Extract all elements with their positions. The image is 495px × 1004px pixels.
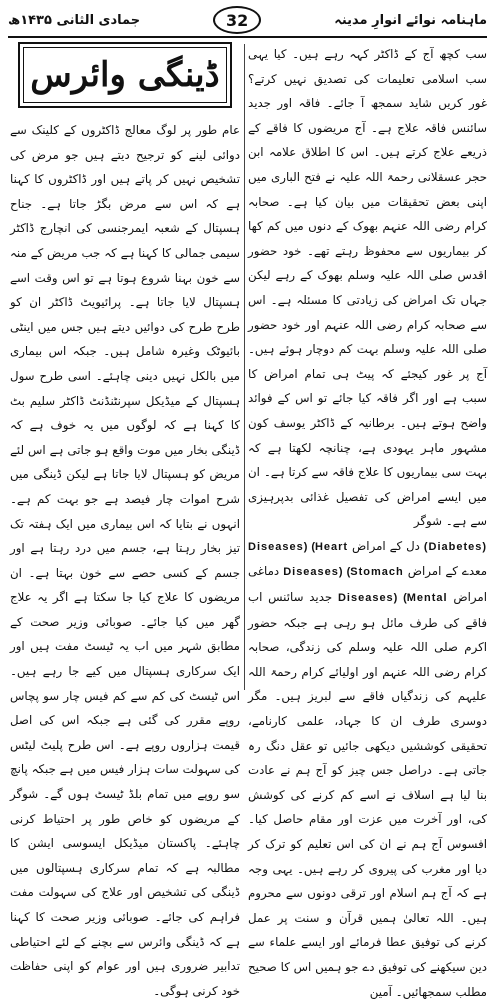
right-paragraph-2: [248, 534, 487, 1004]
left-column: [10, 118, 240, 998]
english-term-diseases-3: Diseases): [337, 592, 398, 605]
english-term-diseases-2: Diseases): [283, 566, 343, 579]
english-term-stomach: (Stomach: [346, 566, 404, 579]
english-term-diabetes: (Diabetes): [423, 540, 488, 553]
page-number: 32: [213, 6, 261, 34]
right-column: [248, 42, 488, 999]
term-mental: دماغی امراض: [248, 564, 487, 605]
term-heart: دل کے امراض: [352, 538, 420, 553]
term-stomach: معدے کے امراض: [407, 564, 488, 579]
article-title-box: [18, 42, 232, 108]
english-term-heart: (Heart: [311, 540, 349, 553]
article-title: ڈینگی وائرس: [30, 55, 220, 95]
right-paragraph-1: سب کچھ آج کے ڈاکٹر کہہ رہے ہیں۔ کیا یہی سب اسلامی تعلیمات کی تصدیق نہیں کرتے؟ غور کریں شاید سمجھ آ جائے۔ فاقہ اور جدید سائنس فاقہ علاج ہے۔ آج مریضوں کا فاقے کے ذریعے علاج کرتے ہیں۔ اس کا اطلاق علامہ ابن حجر عسقلانی رحمۃ اللہ علیہ نے فتح الباری میں اپنی بعض تحقیقات میں بیان کیا ہے۔ صحابہ کرام رضی اللہ عنہم بھوک کے دنوں میں کم کھا کر بیماریوں سے محفوظ رہتے تھے۔ خود حضور اقدس صلی اللہ علیہ وسلم بھوک کے رہے لیکن جہاں تک امراض کی زیادتی کا مسئلہ ہے۔ اس سے صحابہ کرام رضی اللہ عنہم اور خود حضور صلی اللہ علیہ وسلم بہت کم دوچار ہوئے ہیں۔ آج پر غور کیجئے کہ پیٹ ہی تمام امراض کا سبب ہے اور اگر فاقہ کیا جائے تو اس کے فوائد واضح ہوتے ہیں۔ برطانیہ کے ڈاکٹر یوسف کون مشہور ماہر یہودی ہے، چنانچہ لکھتا ہے کہ بہت سی بیماریوں کا علاج فاقہ سے کرتا ہے۔ ان میں ایسے امراض کی تفصیل غذائی بدپرہیزی سے ہے۔ شوگر: [248, 47, 487, 529]
right-paragraph-3: جدید سائنس اب فاقے کی طرف مائل ہو رہی ہے جبکہ حضور اکرم صلی اللہ علیہ وسلم کی زندگی، صحابہ کرام رضی اللہ عنہم اور اولیائے کرام رحمۃ اللہ علیہم کی زندگیاں فاقے سے لبریز ہیں۔ مگر دوسری طرف ان کا جہاد، علمی کارنامے، تحقیقی کوششیں دیکھی جائیں تو عقل دنگ رہ جاتی ہے۔ دراصل جس چیز کو آج ہم نے عادت بنا لیا ہے اسلاف نے اسے کم کرنے کی کوشش کی، اور آخرت میں عزت اور مقام حاصل کیا۔ افسوس آج ہم نے ان کی اس تعلیم کو ترک کر دیا اور مغرب کی پیروی کر رہے ہیں۔ یہی وجہ ہے کہ آج ہم اسلام اور ترقی دونوں سے محروم ہیں۔ اللہ تعالیٰ ہمیں قرآن و سنت پر عمل کرنے کی توفیق عطا فرمائے اور ایسے علماء سے دین سیکھنے کی توفیق دے جو ہمیں اس کا صحیح مطلب سمجھائیں۔ آمین: [248, 590, 487, 999]
english-term-diseases-1: Diseases): [248, 540, 308, 553]
issue-date: جمادی الثانی ۱۴۳۵ھ: [8, 12, 141, 28]
column-divider: [244, 44, 245, 690]
english-term-mental: (Mental: [403, 592, 448, 605]
page-header: [8, 4, 487, 38]
left-paragraph: عام طور پر لوگ معالج ڈاکٹروں کے کلینک سے دوائی لینے کو ترجیح دیتے ہیں جو مرض کی تشخیص نہیں کر پاتے ہیں اور ڈاکٹروں کا کہنا ہے کہ اس سے مرض بگڑ جاتا ہے۔ جناح ہسپتال کے شعبہ ایمرجنسی کی انچارج ڈاکٹر سیمی جمالی کا کہنا ہے کہ جب مریض کے منہ سے خون بہنا شروع ہوتا ہے تو اس وقت اسے ہسپتال لایا جاتا ہے۔ پرائیویٹ ڈاکٹر ان کو طرح طرح کی دوائیں دیتے ہیں جس میں اینٹی بائیوٹک وغیرہ شامل ہیں۔ جبکہ اس بیماری میں بالکل نہیں دینی چاہئے۔ اسی طرح سول ہسپتال کے میڈیکل سپرنٹنڈنٹ ڈاکٹر سلیم بٹ کا کہنا ہے کہ لوگوں میں یہ خوف ہے کہ ڈینگی بخار میں موت واقع ہو جاتی ہے اس لئے مریض کو ہسپتال لایا جاتا ہے لیکن ڈینگی میں شرح اموات چار فیصد ہے جو بہت کم ہے۔ انہوں نے بتایا کہ اس بیماری میں ایک ہفتہ تک تیز بخار رہتا ہے، جسم میں درد رہتا ہے اور جسم کے کسی حصے سے خون بہتا ہے۔ ان مریضوں کا علاج کیا جا سکتا ہے اگر یہ علاج گھر میں کیا جائے۔ صوبائی وزیر صحت کے مطابق شہر میں اب یہ ٹیسٹ مفت ہیں اور ایک سرکاری ہسپتال میں کیے جا رہے ہیں۔ اس ٹیسٹ کی کم سے کم فیس چار سو پچاس روپے مقرر کی گئی ہے جبکہ اس کی اصل قیمت ہزاروں روپے ہے۔ اس طرح پلیٹ لیٹس کی سہولت سات ہزار فیس میں ہے جبکہ پانچ سو روپے میں تمام بلڈ ٹیسٹ ہوں گے۔ شوگر کے مریضوں کو خاص طور پر احتیاط کرنی چاہئے۔ پاکستان میڈیکل ایسوسی ایشن کا مطالبہ ہے کہ تمام سرکاری ہسپتالوں میں ڈینگی کی تشخیص اور علاج کی سہولت مفت فراہم کی جائے۔ صوبائی وزیر صحت کا کہنا ہے کہ ڈینگی وائرس سے بچنے کے لئے احتیاطی تدابیر ضروری ہیں اور عوام کو اپنی حفاظت خود کرنی ہوگی۔: [10, 123, 240, 998]
magazine-name: ماہنامہ نوائے انوارِ مدینہ: [334, 12, 487, 28]
